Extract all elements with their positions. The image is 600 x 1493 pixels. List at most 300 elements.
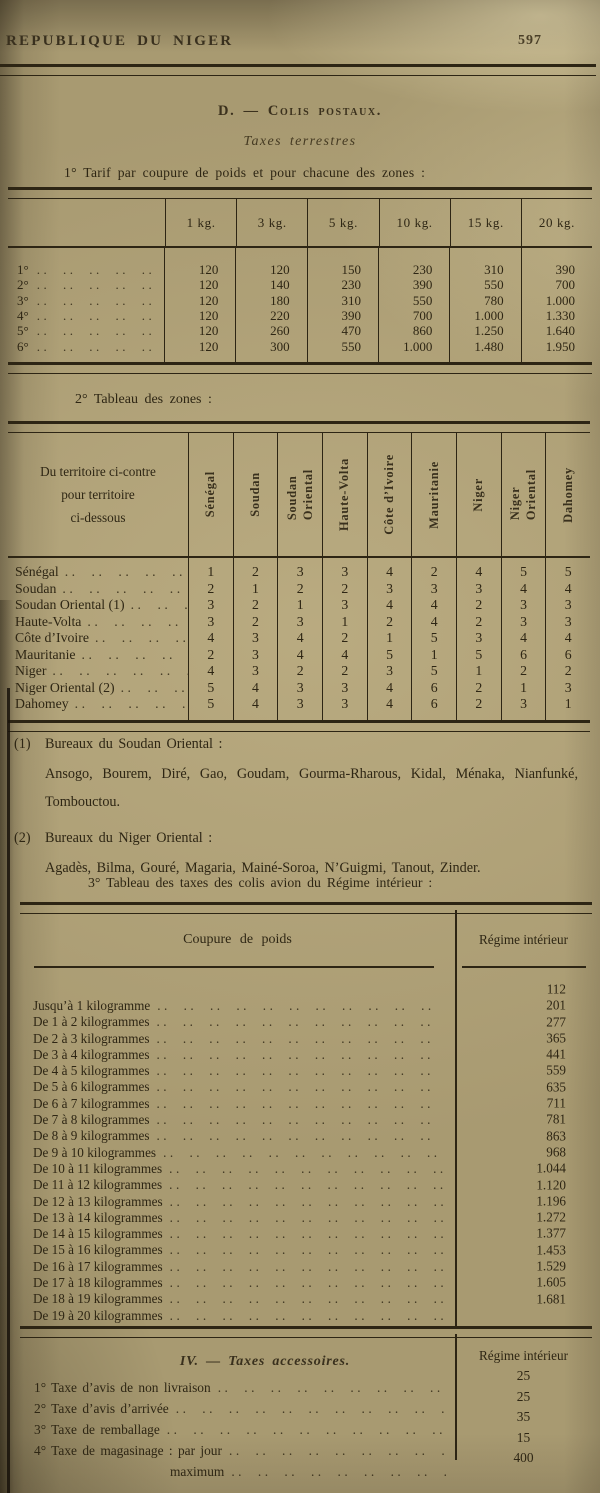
avion-heading: 3° Tableau des taxes des colis avion du Régime intérieur : bbox=[88, 875, 433, 890]
vertical-label-line: Niger bbox=[471, 477, 486, 512]
vertical-label-line: Côte d’Ivoire bbox=[382, 454, 397, 535]
tariff-value: 1.480 bbox=[449, 339, 520, 354]
zone-number: 2 bbox=[322, 630, 367, 647]
tariff-value: 150 bbox=[307, 262, 378, 277]
tariff-row bbox=[8, 277, 592, 292]
zone-number: 3 bbox=[545, 597, 590, 614]
zone-ordinal: 4° bbox=[17, 307, 29, 323]
tariff-value: 310 bbox=[307, 293, 378, 308]
avion-rate-values bbox=[455, 982, 592, 1308]
corner-header-line: Du territoire ci-contre bbox=[40, 463, 156, 479]
header-divider-rule bbox=[0, 64, 596, 76]
zones-table-body bbox=[8, 564, 590, 713]
zone-number: 3 bbox=[456, 630, 501, 647]
footnote-number: (2) bbox=[14, 830, 31, 846]
territory-row-label-cell bbox=[8, 614, 189, 631]
dot-leader bbox=[169, 1177, 446, 1193]
accessoires-column-divider bbox=[455, 1334, 457, 1460]
accessoires-title: IV. — Taxes accessoires. bbox=[179, 1354, 351, 1369]
footnote-body: Agadès, Bilma, Gouré, Magaria, Mainé-Soroa, N’Guigmi, Tanout, Zinder. bbox=[45, 860, 481, 876]
corner-header-line: pour territoire bbox=[61, 486, 135, 502]
avion-rate-value: 201 bbox=[546, 997, 566, 1013]
weight-bracket-label: De 2 à 3 kilogrammes bbox=[33, 1030, 150, 1046]
zone-number: 4 bbox=[207, 630, 215, 646]
zone-number: 3 bbox=[207, 613, 215, 629]
page-binding-edge bbox=[7, 688, 10, 1493]
zones-table bbox=[8, 421, 590, 732]
zone-number: 3 bbox=[277, 696, 322, 713]
zone-number: 5 bbox=[367, 647, 412, 664]
dot-leader bbox=[170, 1275, 446, 1291]
weight-bracket-label: De 10 à 11 kilogrammes bbox=[33, 1160, 163, 1176]
tariff-value: 700 bbox=[378, 308, 449, 323]
dot-leader bbox=[87, 614, 188, 631]
regime-interieur-header: Régime intérieur bbox=[479, 932, 568, 947]
tariff-table-top-rule bbox=[8, 187, 592, 199]
zone-number: 4 bbox=[501, 581, 546, 598]
avion-table-top-rule bbox=[20, 902, 592, 914]
avion-rate-value: 1.605 bbox=[536, 1275, 566, 1291]
avion-rate-value: 1.272 bbox=[536, 1209, 566, 1225]
weight-bracket-label: De 15 à 16 kilogrammes bbox=[33, 1242, 163, 1258]
zone-number: 2 bbox=[456, 680, 501, 697]
dot-leader bbox=[170, 1308, 446, 1324]
zone-number: 1 bbox=[277, 597, 322, 614]
dot-leader bbox=[156, 1031, 446, 1047]
zones-column-headers bbox=[189, 433, 590, 556]
zone-number: 3 bbox=[277, 564, 322, 581]
territory-name: Niger bbox=[15, 663, 47, 679]
weight-bracket-label: De 17 à 18 kilogrammes bbox=[33, 1275, 163, 1291]
weight-bracket-row bbox=[20, 1047, 455, 1063]
territory-row-label-cell bbox=[8, 663, 189, 680]
accessoires-rows bbox=[20, 1377, 455, 1482]
spacer-row bbox=[8, 248, 592, 262]
accessoire-row bbox=[20, 1377, 455, 1398]
dot-leader bbox=[170, 1210, 446, 1226]
tariff-values bbox=[165, 293, 592, 308]
dot-leader bbox=[163, 1145, 446, 1161]
dot-leader bbox=[156, 1063, 446, 1079]
weight-bracket-label: De 1 à 2 kilogrammes bbox=[33, 1014, 150, 1030]
zone-number: 3 bbox=[545, 680, 590, 697]
territory-row-label-cell bbox=[8, 597, 189, 614]
tariff-table-stub-cell bbox=[8, 199, 166, 246]
territory-name: Dahomey bbox=[15, 696, 69, 712]
zone-number: 5 bbox=[411, 630, 456, 647]
tariff-value: 120 bbox=[198, 277, 219, 293]
tariff-value: 390 bbox=[521, 262, 592, 277]
tariff-value: 120 bbox=[198, 261, 219, 277]
tariff-value: 550 bbox=[307, 339, 378, 354]
zone-matrix-row bbox=[8, 630, 590, 647]
weight-bracket-label: De 11 à 12 kilogrammes bbox=[33, 1177, 163, 1193]
avion-rate-value: 781 bbox=[546, 1112, 566, 1128]
tariff-values bbox=[165, 323, 592, 338]
tariff-row bbox=[8, 339, 592, 354]
weight-bracket-label: De 3 à 4 kilogrammes bbox=[33, 1046, 150, 1062]
territory-column-header bbox=[456, 433, 501, 556]
zone-number: 6 bbox=[411, 696, 456, 713]
tariff-value: 860 bbox=[378, 323, 449, 338]
vertical-label bbox=[248, 472, 263, 517]
zone-number: 3 bbox=[277, 680, 322, 697]
tariff-row bbox=[8, 323, 592, 338]
zone-number: 2 bbox=[456, 696, 501, 713]
zone-number: 3 bbox=[501, 696, 546, 713]
territory-name: Soudan Oriental (1) bbox=[15, 597, 125, 613]
section-subtitle: Taxes terrestres bbox=[243, 134, 357, 149]
weight-bracket-row bbox=[20, 1079, 455, 1095]
weight-column-header: 20 kg. bbox=[521, 199, 592, 246]
zone-number: 2 bbox=[233, 564, 278, 581]
tariff-table-body bbox=[8, 262, 592, 354]
tariff-values bbox=[165, 308, 592, 323]
tariff-value: 780 bbox=[449, 293, 520, 308]
zones-corner-header bbox=[8, 433, 189, 556]
zone-matrix-row bbox=[8, 680, 590, 697]
tariff-value: 1.250 bbox=[449, 323, 520, 338]
zone-number: 3 bbox=[322, 597, 367, 614]
zone-number: 6 bbox=[501, 647, 546, 664]
zone-number: 5 bbox=[501, 564, 546, 581]
weight-bracket-label: De 13 à 14 kilogrammes bbox=[33, 1209, 163, 1225]
dot-leader bbox=[169, 1161, 446, 1177]
vertical-label-line: Sénégal bbox=[203, 471, 218, 518]
tariff-row bbox=[8, 308, 592, 323]
territory-row-label-cell bbox=[8, 564, 189, 581]
weight-column-header: 5 kg. bbox=[307, 199, 378, 246]
weight-bracket-label: De 6 à 7 kilogrammes bbox=[33, 1095, 150, 1111]
tariff-value: 310 bbox=[449, 262, 520, 277]
avion-rate-value: 711 bbox=[546, 1095, 566, 1111]
zone-number: 4 bbox=[367, 597, 412, 614]
vertical-label-line: Oriental bbox=[300, 468, 315, 521]
footnote-title: Bureaux du Niger Oriental : bbox=[45, 830, 213, 846]
zone-number: 4 bbox=[411, 614, 456, 631]
tariff-value: 1.950 bbox=[521, 339, 592, 354]
zone-number: 3 bbox=[322, 564, 367, 581]
dot-leader bbox=[170, 1226, 446, 1242]
weight-bracket-row bbox=[20, 1177, 455, 1193]
zone-ordinal: 6° bbox=[17, 338, 29, 354]
weight-bracket-label: De 19 à 20 kilogrammes bbox=[33, 1307, 163, 1323]
tariff-value: 390 bbox=[307, 308, 378, 323]
zone-number: 5 bbox=[456, 647, 501, 664]
zone-values bbox=[189, 564, 590, 581]
accessoire-label: 1° Taxe d’avis de non livraison bbox=[34, 1380, 211, 1395]
accessoires-top-rule bbox=[20, 1326, 592, 1338]
journal-title: REPUBLIQUE DU NIGER bbox=[6, 33, 234, 49]
tariff-value: 470 bbox=[307, 323, 378, 338]
avion-rate-value: 1.453 bbox=[536, 1242, 566, 1258]
accessoire-value: 15 bbox=[516, 1429, 531, 1445]
accessoire-value: 25 bbox=[516, 1368, 531, 1383]
dot-leader bbox=[156, 1079, 446, 1095]
zone-number: 3 bbox=[501, 614, 546, 631]
zone-number: 4 bbox=[233, 680, 278, 697]
tariff-value: 120 bbox=[198, 323, 219, 339]
vertical-label bbox=[285, 469, 316, 520]
tariff-value: 220 bbox=[235, 308, 306, 323]
tariff-value: 550 bbox=[449, 277, 520, 292]
zone-number: 3 bbox=[367, 581, 412, 598]
zone-values bbox=[189, 581, 590, 598]
zone-matrix-row bbox=[8, 663, 590, 680]
weight-bracket-label: Jusqu’à 1 kilogramme bbox=[33, 998, 151, 1013]
zone-number: 4 bbox=[501, 630, 546, 647]
vertical-label bbox=[561, 467, 576, 523]
zone-number: 3 bbox=[207, 597, 215, 613]
avion-rate-value: 863 bbox=[546, 1128, 566, 1144]
dot-leader bbox=[156, 1096, 446, 1112]
accessoire-value: 25 bbox=[516, 1388, 531, 1404]
zone-ordinal: 3° bbox=[17, 292, 29, 308]
zone-matrix-row bbox=[8, 647, 590, 664]
weight-bracket-row bbox=[20, 1259, 455, 1275]
tariff-value: 140 bbox=[235, 277, 306, 292]
accessoire-value: 35 bbox=[516, 1409, 531, 1424]
zone-number: 4 bbox=[207, 663, 215, 679]
zone-number: 1 bbox=[456, 663, 501, 680]
territory-name: Côte d’Ivoire bbox=[15, 630, 89, 646]
avion-rate-value: 112 bbox=[546, 981, 566, 997]
page-header bbox=[6, 33, 600, 50]
zone-number: 3 bbox=[456, 581, 501, 598]
zone-ordinal-cell bbox=[8, 293, 165, 308]
weight-bracket-row bbox=[20, 1210, 455, 1226]
dot-leader bbox=[37, 308, 164, 323]
tariff-row bbox=[8, 293, 592, 308]
accessoire-label: 2° Taxe d’avis d’arrivée bbox=[34, 1401, 169, 1416]
avion-rate-value: 1.681 bbox=[536, 1291, 566, 1307]
tariff-value: 120 bbox=[198, 307, 219, 323]
zone-values bbox=[189, 647, 590, 664]
avion-table-body bbox=[20, 968, 592, 1328]
weight-bracket-label: De 7 à 8 kilogrammes bbox=[33, 1112, 150, 1128]
zone-number: 4 bbox=[322, 647, 367, 664]
tariff-value: 260 bbox=[235, 323, 306, 338]
dot-leader bbox=[170, 1242, 446, 1258]
dot-leader bbox=[156, 1014, 446, 1030]
zone-number: 5 bbox=[207, 679, 215, 695]
tariff-value: 1.000 bbox=[521, 293, 592, 308]
zone-number: 1 bbox=[233, 581, 278, 598]
accessoire-label: 4° Taxe de magasinage : par jour bbox=[34, 1443, 222, 1458]
zones-table-bottom-rule bbox=[8, 720, 590, 732]
dot-leader bbox=[95, 630, 188, 647]
weight-column-header: 1 kg. bbox=[186, 214, 216, 230]
tariff-values bbox=[165, 339, 592, 354]
weight-bracket-row bbox=[20, 1308, 455, 1324]
territory-column-header bbox=[322, 433, 367, 556]
vertical-label-line: Oriental bbox=[524, 468, 539, 521]
dot-leader bbox=[167, 1419, 446, 1440]
dot-leader bbox=[121, 680, 188, 697]
avion-rate-value: 1.377 bbox=[536, 1226, 566, 1242]
zone-ordinal-cell bbox=[8, 308, 165, 323]
tariff-value: 230 bbox=[307, 277, 378, 292]
tariff-table bbox=[8, 187, 592, 374]
zone-number: 3 bbox=[322, 696, 367, 713]
avion-rate-value: 277 bbox=[546, 1014, 566, 1030]
zone-number: 2 bbox=[367, 614, 412, 631]
zone-number: 3 bbox=[501, 597, 546, 614]
zone-number: 3 bbox=[322, 680, 367, 697]
zone-number: 3 bbox=[277, 614, 322, 631]
accessoires-table bbox=[20, 1326, 592, 1493]
weight-bracket-row bbox=[20, 998, 455, 1014]
avion-rate-value: 1.044 bbox=[536, 1160, 566, 1176]
zone-number: 6 bbox=[411, 680, 456, 697]
weight-bracket-row bbox=[20, 1275, 455, 1291]
dot-leader bbox=[229, 1440, 446, 1461]
weight-bracket-row bbox=[20, 1128, 455, 1144]
dot-leader bbox=[65, 564, 188, 581]
tariff-row bbox=[8, 262, 592, 277]
zone-number: 2 bbox=[277, 663, 322, 680]
avion-rate-value: 1.120 bbox=[536, 1177, 566, 1193]
zones-heading: 2° Tableau des zones : bbox=[75, 392, 212, 407]
zone-number: 2 bbox=[233, 614, 278, 631]
dot-leader bbox=[62, 581, 188, 598]
zone-ordinal: 5° bbox=[17, 323, 29, 339]
zone-number: 2 bbox=[322, 663, 367, 680]
weight-bracket-row bbox=[20, 1145, 455, 1161]
dot-leader bbox=[37, 262, 164, 277]
zone-number: 4 bbox=[277, 647, 322, 664]
avion-header-rule bbox=[20, 966, 592, 968]
zone-ordinal: 2° bbox=[17, 277, 29, 293]
zone-number: 3 bbox=[411, 581, 456, 598]
zone-values bbox=[189, 614, 590, 631]
weight-column-header: 10 kg. bbox=[379, 199, 450, 246]
zone-ordinal-cell bbox=[8, 262, 165, 277]
dot-leader bbox=[37, 293, 164, 308]
weight-bracket-label: De 14 à 15 kilogrammes bbox=[33, 1226, 163, 1242]
footnote bbox=[14, 736, 578, 816]
zone-values bbox=[189, 597, 590, 614]
avion-rate-value: 1.196 bbox=[536, 1193, 566, 1209]
territory-row-label-cell bbox=[8, 581, 189, 598]
zone-matrix-row bbox=[8, 581, 590, 598]
tariff-value: 1.000 bbox=[449, 308, 520, 323]
dot-leader bbox=[75, 696, 188, 713]
territory-column-header bbox=[189, 433, 233, 556]
dot-leader bbox=[156, 1047, 446, 1063]
territory-name: Haute-Volta bbox=[15, 613, 82, 629]
zone-number: 4 bbox=[456, 564, 501, 581]
dot-leader bbox=[218, 1377, 446, 1398]
accessoire-row bbox=[20, 1419, 455, 1440]
tariff-value: 1.640 bbox=[521, 323, 592, 338]
tariff-column-headers bbox=[166, 199, 592, 246]
dot-leader bbox=[37, 277, 164, 292]
tariff-value: 1.330 bbox=[521, 308, 592, 323]
dot-leader bbox=[37, 323, 164, 338]
avion-table bbox=[20, 902, 592, 1328]
vertical-label bbox=[337, 458, 352, 531]
tariff-table-bottom-rule bbox=[8, 362, 592, 374]
avion-rate-value: 968 bbox=[546, 1144, 566, 1160]
section-title: D. — Colis postaux. bbox=[218, 103, 382, 119]
weight-bracket-label: De 16 à 17 kilogrammes bbox=[33, 1258, 163, 1274]
accessoire-row bbox=[20, 1398, 455, 1419]
zone-number: 2 bbox=[411, 564, 456, 581]
accessoires-values bbox=[455, 1366, 592, 1469]
zone-number: 4 bbox=[411, 597, 456, 614]
zone-number: 1 bbox=[545, 696, 590, 713]
page-number: 597 bbox=[518, 33, 542, 48]
avion-header-row bbox=[20, 914, 592, 966]
accessoires-regime-header: Régime intérieur bbox=[479, 1348, 568, 1363]
zone-number: 5 bbox=[545, 564, 590, 581]
territory-name: Sénégal bbox=[15, 564, 59, 580]
zone-number: 1 bbox=[207, 564, 215, 580]
tariff-value: 230 bbox=[378, 262, 449, 277]
weight-bracket-label: De 8 à 9 kilogrammes bbox=[33, 1128, 150, 1144]
accessoire-row bbox=[20, 1440, 455, 1461]
zone-ordinal-cell bbox=[8, 277, 165, 292]
zone-number: 2 bbox=[456, 597, 501, 614]
zone-values bbox=[189, 696, 590, 713]
tariff-value: 120 bbox=[198, 338, 219, 354]
vertical-label-line: Haute-Volta bbox=[337, 457, 352, 532]
tariff-value: 180 bbox=[235, 293, 306, 308]
dot-leader bbox=[156, 1128, 446, 1144]
tariff-heading: 1° Tarif par coupure de poids et pour chacune des zones : bbox=[64, 165, 426, 180]
dot-leader bbox=[52, 663, 188, 680]
territory-name: Niger Oriental (2) bbox=[15, 679, 115, 695]
territory-name: Soudan bbox=[15, 580, 57, 596]
zone-number: 3 bbox=[233, 647, 278, 664]
vertical-label-line: Dahomey bbox=[560, 466, 575, 523]
zone-number: 5 bbox=[411, 663, 456, 680]
vertical-label bbox=[508, 469, 539, 520]
weight-bracket-row bbox=[20, 1194, 455, 1210]
zone-number: 4 bbox=[545, 630, 590, 647]
territory-column-header bbox=[545, 433, 590, 556]
territory-name: Mauritanie bbox=[15, 646, 76, 662]
weight-bracket-header: Coupure de poids bbox=[183, 932, 292, 947]
zone-ordinal: 1° bbox=[17, 261, 29, 277]
tariff-value: 300 bbox=[235, 339, 306, 354]
zone-number: 6 bbox=[545, 647, 590, 664]
vertical-label-line: Soudan bbox=[284, 475, 299, 521]
zone-number: 2 bbox=[277, 581, 322, 598]
zone-values bbox=[189, 630, 590, 647]
weight-bracket-row bbox=[20, 1112, 455, 1128]
territory-column-header bbox=[233, 433, 278, 556]
vertical-label-line: Niger bbox=[508, 486, 523, 521]
weight-bracket-row bbox=[20, 1096, 455, 1112]
zone-number: 2 bbox=[207, 646, 215, 662]
vertical-label bbox=[471, 478, 486, 512]
weight-column-header: 15 kg. bbox=[450, 199, 521, 246]
zones-table-top-rule bbox=[8, 421, 590, 433]
vertical-label-line: Soudan bbox=[248, 472, 262, 517]
zone-matrix-row bbox=[8, 564, 590, 581]
spacer-row bbox=[8, 713, 590, 720]
zone-number: 1 bbox=[411, 647, 456, 664]
zone-values bbox=[189, 680, 590, 697]
accessoire-label: maximum bbox=[170, 1464, 225, 1479]
dot-leader bbox=[157, 998, 446, 1014]
zone-values bbox=[189, 663, 590, 680]
zone-ordinal-cell bbox=[8, 323, 165, 338]
territory-column-header bbox=[277, 433, 322, 556]
zone-number: 3 bbox=[367, 663, 412, 680]
